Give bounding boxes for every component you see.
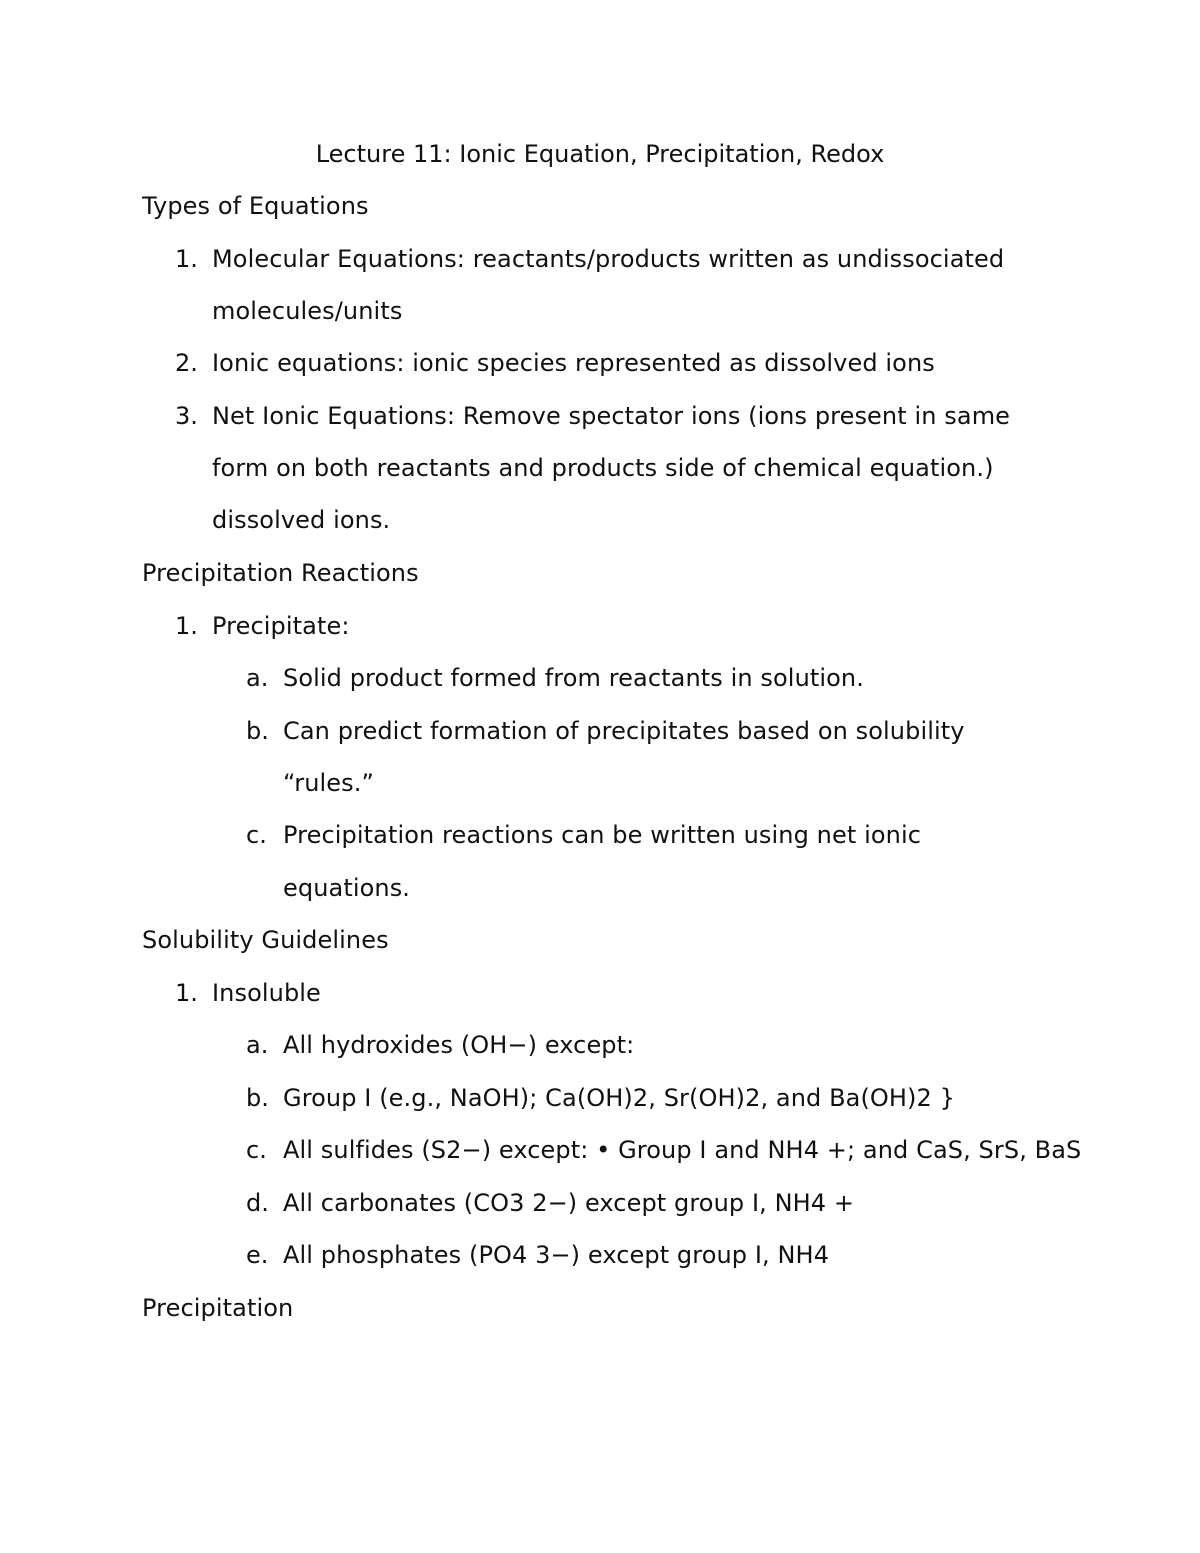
section-heading-precipitation-reactions: Precipitation Reactions [142, 559, 419, 587]
list-marker: 1. [175, 245, 198, 273]
sublist-item-text: Can predict formation of precipitates based on solubility [283, 717, 965, 745]
list-item-text: Net Ionic Equations: Remove spectator ions (ions present in same [212, 402, 1011, 430]
list-item-text: Precipitate: [212, 612, 350, 640]
sublist-item-text: equations. [283, 874, 411, 902]
sublist-item-text: All phosphates (PO4 3−) except group I, NH4 [283, 1241, 830, 1269]
list-marker: 3. [175, 402, 198, 430]
list-marker: 1. [175, 612, 198, 640]
list-item-text: dissolved ions. [212, 506, 391, 534]
list-marker: 2. [175, 349, 198, 377]
list-item-text: Molecular Equations: reactants/products written as undissociated [212, 245, 1005, 273]
sublist-marker: b. [246, 717, 269, 745]
list-item-text: Ionic equations: ionic species represented as dissolved ions [212, 349, 935, 377]
sublist-item-text: All sulfides (S2−) except: • Group I and NH4 +; and CaS, SrS, BaS [283, 1136, 1082, 1164]
section-heading-solubility-guidelines: Solubility Guidelines [142, 926, 389, 954]
document-title: Lecture 11: Ionic Equation, Precipitation, Redox [315, 140, 885, 168]
list-item-text: form on both reactants and products side of chemical equation.) [212, 454, 994, 482]
sublist-marker: d. [246, 1189, 269, 1217]
sublist-marker: a. [246, 664, 269, 692]
list-item-text: Insoluble [212, 979, 321, 1007]
list-marker: 1. [175, 979, 198, 1007]
sublist-marker: b. [246, 1084, 269, 1112]
sublist-marker: c. [246, 821, 267, 849]
sublist-item-text: All carbonates (CO3 2−) except group I, NH4 + [283, 1189, 855, 1217]
sublist-item-text: Precipitation reactions can be written using net ionic [283, 821, 922, 849]
sublist-item-text: All hydroxides (OH−) except: [283, 1031, 635, 1059]
section-heading-types-of-equations: Types of Equations [142, 192, 369, 220]
sublist-marker: e. [246, 1241, 269, 1269]
sublist-item-text: Group I (e.g., NaOH); Ca(OH)2, Sr(OH)2, and Ba(OH)2 } [283, 1084, 955, 1112]
list-item-text: molecules/units [212, 297, 403, 325]
sublist-marker: a. [246, 1031, 269, 1059]
sublist-item-text: Solid product formed from reactants in solution. [283, 664, 864, 692]
sublist-item-text: “rules.” [283, 769, 374, 797]
section-heading-precipitation: Precipitation [142, 1294, 294, 1322]
sublist-marker: c. [246, 1136, 267, 1164]
